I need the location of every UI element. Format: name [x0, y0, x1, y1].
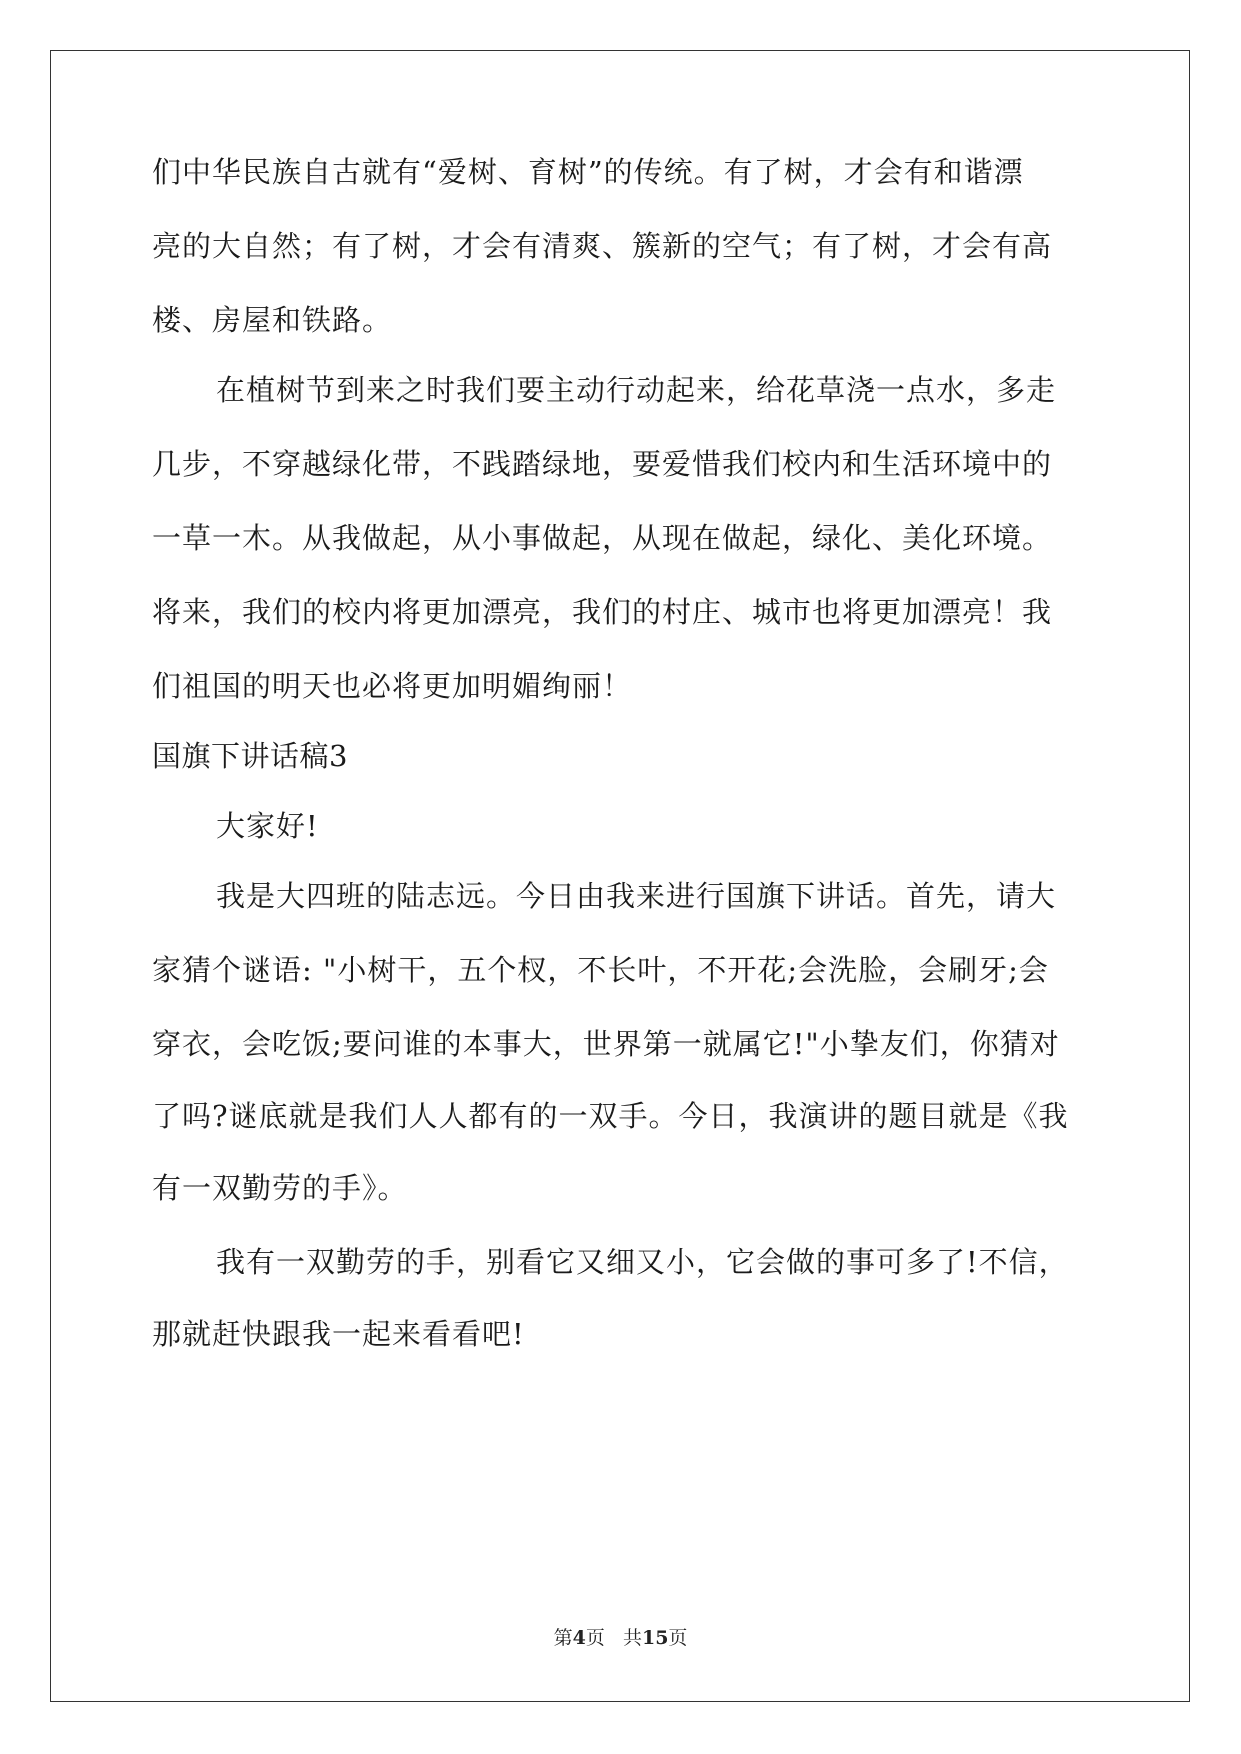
footer-page-suffix: 页	[585, 1627, 605, 1649]
text-line: 在植树节到来之时我们要主动行动起来，给花草浇一点水，多走	[216, 373, 1057, 407]
section-title: 国旗下讲话稿3	[152, 739, 348, 773]
text-line: 了吗?谜底就是我们人人都有的一双手。今日，我演讲的题目就是《我	[152, 1099, 1069, 1133]
text-line: 我有一双勤劳的手，别看它又细又小，它会做的事可多了!不信，	[216, 1245, 1069, 1279]
footer-total-prefix: 共	[622, 1627, 642, 1649]
text-line: 楼、房屋和铁路。	[152, 303, 393, 337]
footer-prefix: 第	[553, 1627, 573, 1649]
text-line: 那就赶快跟我一起来看看吧!	[152, 1317, 525, 1351]
text-line: 们中华民族自古就有“爱树、育树”的传统。有了树，才会有和谐漂	[152, 155, 1024, 189]
text-line: 亮的大自然；有了树，才会有清爽、簇新的空气；有了树，才会有高	[152, 229, 1053, 263]
page-footer	[0, 1626, 1241, 1650]
footer-total-suffix: 页	[668, 1627, 688, 1649]
greeting-line: 大家好!	[216, 809, 319, 843]
text-line: 穿衣，会吃饭;要问谁的本事大，世界第一就属它!"小挚友们，你猜对	[152, 1027, 1060, 1061]
text-line: 将来，我们的校内将更加漂亮，我们的村庄、城市也将更加漂亮！我	[152, 595, 1053, 629]
text-line: 家猜个谜语: "小树干，五个杈，不长叶，不开花;会洗脸，会刷牙;会	[152, 953, 1049, 987]
text-line: 们祖国的明天也必将更加明媚绚丽！	[152, 669, 633, 703]
text-line: 一草一木。从我做起，从小事做起，从现在做起，绿化、美化环境。	[152, 521, 1053, 555]
total-pages: 15	[641, 1627, 669, 1649]
text-line: 有一双勤劳的手》。	[152, 1171, 408, 1205]
text-line: 我是大四班的陆志远。今日由我来进行国旗下讲话。首先，请大	[216, 879, 1057, 913]
text-line: 几步，不穿越绿化带，不践踏绿地，要爱惜我们校内和生活环境中的	[152, 447, 1053, 481]
page-number: 4	[572, 1627, 586, 1649]
